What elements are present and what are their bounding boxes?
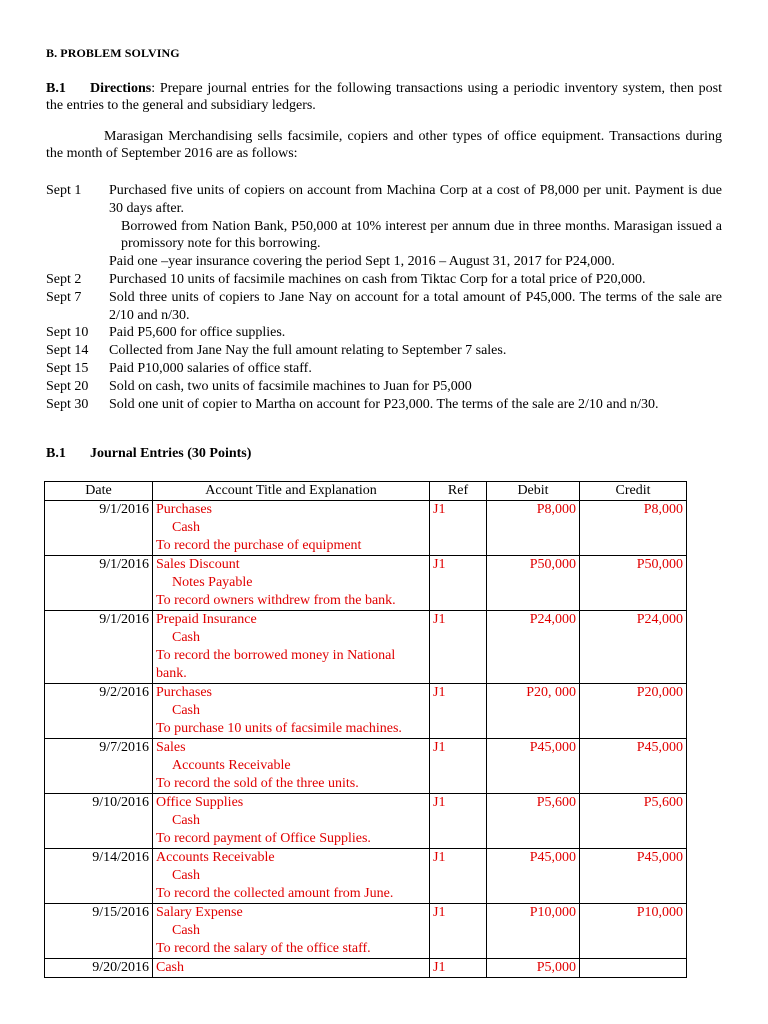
transaction-item <box>46 378 722 396</box>
debit-account: Cash <box>156 960 184 975</box>
entry-credit: P45,000 <box>580 739 687 794</box>
table-row <box>45 849 687 904</box>
entry-explanation: To record the collected amount from June. <box>156 886 394 901</box>
table-header-row <box>45 482 687 501</box>
journal-section-label: Journal Entries (30 Points) <box>90 446 252 461</box>
entry-ref: J1 <box>430 684 487 739</box>
entry-credit: P20,000 <box>580 684 687 739</box>
header-ref: Ref <box>430 482 487 501</box>
entry-credit: P8,000 <box>580 501 687 556</box>
entry-account-cell <box>153 739 430 794</box>
transaction-text: Sold three units of copiers to Jane Nay on account for a total amount of P45,000. The terms of the sale are 2/10 and n/30. <box>109 289 722 323</box>
entry-credit: P45,000 <box>580 849 687 904</box>
table-row <box>45 556 687 611</box>
table-row <box>45 959 687 978</box>
transaction-item <box>46 360 722 378</box>
entry-credit <box>580 959 687 978</box>
table-row <box>45 794 687 849</box>
debit-account: Accounts Receivable <box>156 850 275 865</box>
transaction-item <box>46 289 722 325</box>
journal-section-title <box>46 446 251 462</box>
debit-account: Sales Discount <box>156 557 240 572</box>
entry-ref: J1 <box>430 794 487 849</box>
entry-date: 9/14/2016 <box>45 849 153 904</box>
entry-credit: P5,600 <box>580 794 687 849</box>
transaction-text: Purchased five units of copiers on account from Machina Corp at a cost of P8,000 per unit. Payment is due 30 days after. <box>109 183 722 216</box>
transaction-text: Paid P5,600 for office supplies. <box>109 325 286 341</box>
entry-debit: P5,600 <box>487 794 580 849</box>
debit-account: Purchases <box>156 685 212 700</box>
entry-explanation: To record the salary of the office staff. <box>156 941 371 956</box>
debit-account: Prepaid Insurance <box>156 612 257 627</box>
transaction-date: Sept 20 <box>46 378 89 394</box>
table-row <box>45 684 687 739</box>
entry-account-cell <box>153 611 430 684</box>
entry-debit: P5,000 <box>487 959 580 978</box>
entry-explanation: To record the borrowed money in National bank. <box>156 648 396 681</box>
table-row <box>45 611 687 684</box>
header-account: Account Title and Explanation <box>153 482 430 501</box>
debit-account: Salary Expense <box>156 905 243 920</box>
entry-debit: P20, 000 <box>487 684 580 739</box>
debit-account: Purchases <box>156 502 212 517</box>
entry-debit: P24,000 <box>487 611 580 684</box>
transaction-date: Sept 10 <box>46 325 89 341</box>
entry-debit: P50,000 <box>487 556 580 611</box>
entry-ref: J1 <box>430 959 487 978</box>
entry-ref: J1 <box>430 556 487 611</box>
entry-account-cell <box>153 794 430 849</box>
credit-account: Notes Payable <box>172 575 253 590</box>
transaction-date: Sept 1 <box>46 183 82 198</box>
entry-explanation: To purchase 10 units of facsimile machines. <box>156 721 402 736</box>
credit-account: Cash <box>172 520 200 535</box>
header-date: Date <box>45 482 153 501</box>
transaction-date: Sept 15 <box>46 360 89 376</box>
directions-paragraph <box>46 80 722 114</box>
entry-explanation: To record owners withdrew from the bank. <box>156 593 396 608</box>
entry-account-cell <box>153 501 430 556</box>
directions-label: Directions <box>90 81 152 96</box>
header-debit: Debit <box>487 482 580 501</box>
entry-credit: P50,000 <box>580 556 687 611</box>
transaction-date: Sept 14 <box>46 343 89 359</box>
entry-debit: P45,000 <box>487 739 580 794</box>
transaction-item <box>46 396 722 414</box>
entry-date: 9/1/2016 <box>45 556 153 611</box>
intro-paragraph: Marasigan Merchandising sells facsimile, copiers and other types of office equipment. Transactions during the month of September 2016 are as follows: <box>46 129 722 161</box>
credit-account: Cash <box>172 630 200 645</box>
entry-account-cell <box>153 959 430 978</box>
entry-date: 9/10/2016 <box>45 794 153 849</box>
transaction-date: Sept 30 <box>46 396 89 412</box>
entry-credit: P10,000 <box>580 904 687 959</box>
entry-date: 9/7/2016 <box>45 739 153 794</box>
transaction-text: Sold one unit of copier to Martha on account for P23,000. The terms of the sale are 2/10 and n/30. <box>109 396 659 412</box>
entry-account-cell <box>153 904 430 959</box>
table-row <box>45 904 687 959</box>
credit-account: Accounts Receivable <box>172 758 291 773</box>
header-credit: Credit <box>580 482 687 501</box>
entry-account-cell <box>153 849 430 904</box>
entry-date: 9/1/2016 <box>45 501 153 556</box>
entry-ref: J1 <box>430 501 487 556</box>
credit-account: Cash <box>172 923 200 938</box>
entry-account-cell <box>153 556 430 611</box>
entry-ref: J1 <box>430 904 487 959</box>
transaction-text: Borrowed from Nation Bank, P50,000 at 10% interest per annum due in three months. Marasigan issued a promissory note for this borrowing. <box>121 218 722 252</box>
entry-debit: P45,000 <box>487 849 580 904</box>
entry-ref: J1 <box>430 611 487 684</box>
directions-text: : Prepare journal entries for the following transactions using a periodic inventory system, then post the entries to the general and subsidiary ledgers. <box>46 81 722 113</box>
entry-explanation: To record the purchase of equipment <box>156 538 362 553</box>
credit-account: Cash <box>172 813 200 828</box>
entry-explanation: To record the sold of the three units. <box>156 776 359 791</box>
transaction-text: Paid P10,000 salaries of office staff. <box>109 360 312 376</box>
section-heading: B. PROBLEM SOLVING <box>46 46 180 60</box>
table-row <box>45 501 687 556</box>
debit-account: Office Supplies <box>156 795 244 810</box>
credit-account: Cash <box>172 868 200 883</box>
table-row <box>45 739 687 794</box>
transaction-text: Purchased 10 units of facsimile machines on cash from Tiktac Corp for a total price of P20,000. <box>109 271 646 287</box>
entry-explanation: To record payment of Office Supplies. <box>156 831 371 846</box>
entry-credit: P24,000 <box>580 611 687 684</box>
transaction-item <box>46 342 722 360</box>
transaction-text: Sold on cash, two units of facsimile machines to Juan for P5,000 <box>109 378 472 394</box>
transaction-item <box>46 324 722 342</box>
entry-date: 9/1/2016 <box>45 611 153 684</box>
entry-date: 9/15/2016 <box>45 904 153 959</box>
debit-account: Sales <box>156 740 186 755</box>
journal-section-number: B.1 <box>46 446 66 461</box>
transaction-item <box>46 271 722 289</box>
transaction-text: Collected from Jane Nay the full amount relating to September 7 sales. <box>109 343 507 359</box>
journal-entries-table <box>44 481 687 978</box>
transaction-date: Sept 7 <box>46 289 82 305</box>
transaction-item <box>46 182 722 271</box>
entry-ref: J1 <box>430 739 487 794</box>
entry-debit: P8,000 <box>487 501 580 556</box>
entry-date: 9/20/2016 <box>45 959 153 978</box>
transaction-date: Sept 2 <box>46 271 82 287</box>
directions-number: B.1 <box>46 81 66 96</box>
entry-account-cell <box>153 684 430 739</box>
entry-ref: J1 <box>430 849 487 904</box>
entry-debit: P10,000 <box>487 904 580 959</box>
credit-account: Cash <box>172 703 200 718</box>
transaction-list <box>46 182 722 413</box>
transaction-text: Paid one –year insurance covering the period Sept 1, 2016 – August 31, 2017 for P24,000. <box>109 254 615 270</box>
entry-date: 9/2/2016 <box>45 684 153 739</box>
